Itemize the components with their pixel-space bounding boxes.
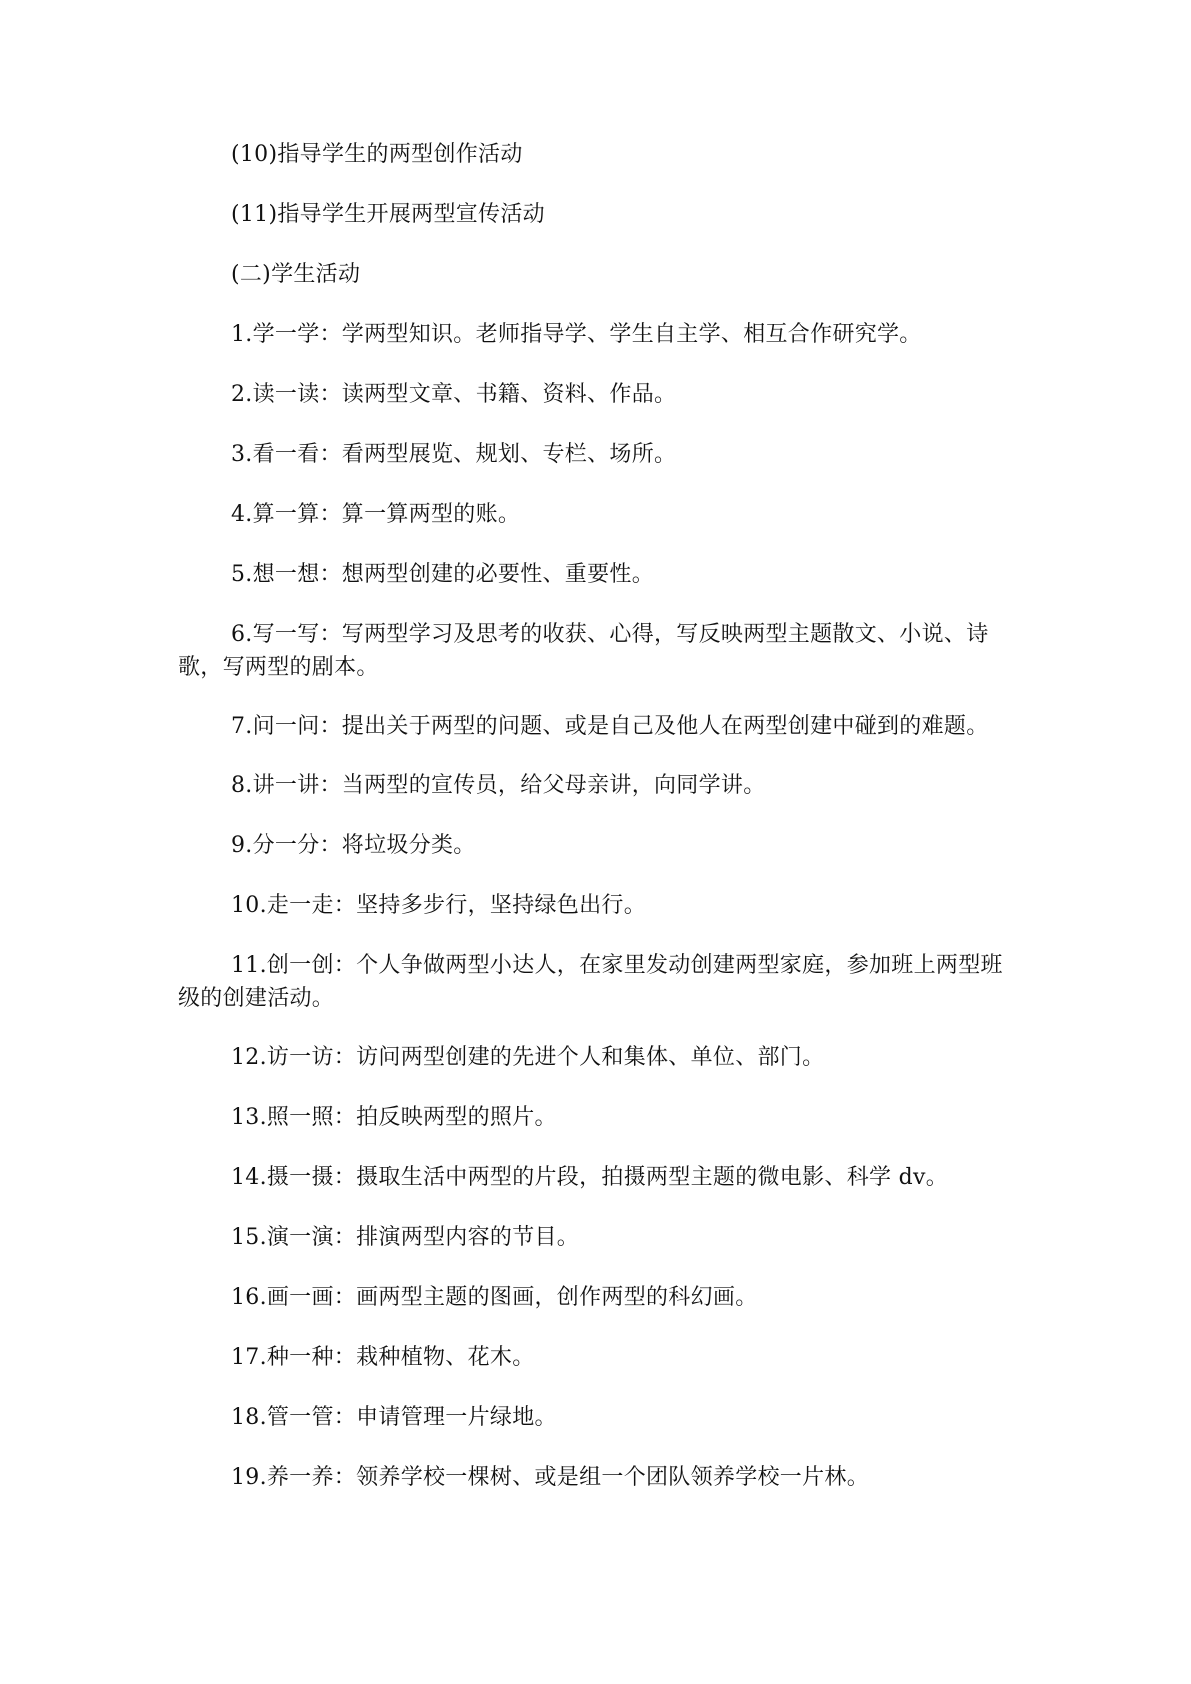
paragraph-guide-publicity: (11)指导学生开展两型宣传活动 [231, 202, 545, 227]
activity-item-draw: 16.画一画：画两型主题的图画，创作两型的科幻画。 [231, 1285, 758, 1310]
activity-item-learn: 1.学一学：学两型知识。老师指导学、学生自主学、相互合作研究学。 [231, 322, 922, 347]
section-heading-student-activities: (二)学生活动 [231, 262, 361, 287]
activity-item-look: 3.看一看：看两型展览、规划、专栏、场所。 [231, 442, 677, 467]
activity-item-film: 14.摄一摄：摄取生活中两型的片段，拍摄两型主题的微电影、科学 dv。 [231, 1165, 948, 1190]
activity-item-manage: 18.管一管：申请管理一片绿地。 [231, 1405, 557, 1430]
activity-item-calculate: 4.算一算：算一算两型的账。 [231, 502, 521, 527]
activity-item-walk: 10.走一走：坚持多步行，坚持绿色出行。 [231, 893, 646, 918]
activity-item-write: 6.写一写：写两型学习及思考的收获、心得，写反映两型主题散文、小说、诗歌，写两型的剧本。 [178, 622, 989, 680]
activity-item-plant: 17.种一种：栽种植物、花木。 [231, 1345, 535, 1370]
activity-item-think: 5.想一想：想两型创建的必要性、重要性。 [231, 562, 654, 587]
activity-item-perform: 15.演一演：排演两型内容的节目。 [231, 1225, 580, 1250]
activity-item-ask: 7.问一问：提出关于两型的问题、或是自己及他人在两型创建中碰到的难题。 [231, 714, 989, 739]
activity-item-visit: 12.访一访：访问两型创建的先进个人和集体、单位、部门。 [231, 1045, 825, 1070]
paragraph-guide-creation: (10)指导学生的两型创作活动 [231, 142, 523, 167]
activity-item-photo: 13.照一照：拍反映两型的照片。 [231, 1105, 557, 1130]
activity-item-read: 2.读一读：读两型文章、书籍、资料、作品。 [231, 382, 677, 407]
activity-item-speak: 8.讲一讲：当两型的宣传员，给父母亲讲，向同学讲。 [231, 773, 766, 798]
activity-item-sort: 9.分一分：将垃圾分类。 [231, 833, 476, 858]
document-body [178, 138, 1018, 1521]
activity-item-create: 11.创一创：个人争做两型小达人，在家里发动创建两型家庭，参加班上两型班级的创建活动。 [178, 953, 1003, 1011]
activity-item-adopt: 19.养一养：领养学校一棵树、或是组一个团队领养学校一片林。 [231, 1465, 869, 1490]
